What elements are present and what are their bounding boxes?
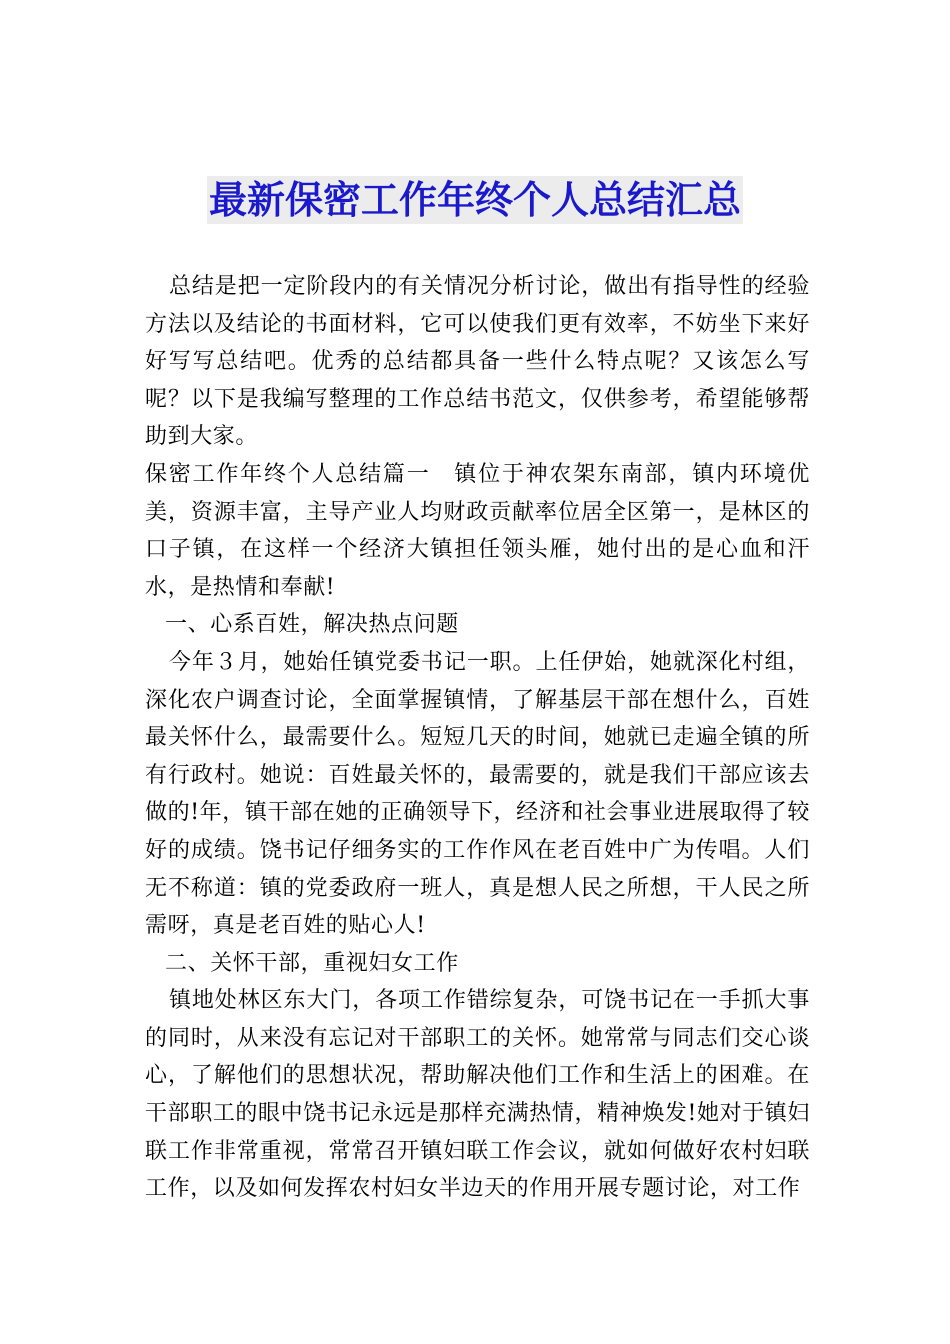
section-2-paragraph: 镇地处林区东大门，各项工作错综复杂，可饶书记在一手抓大事的同时，从来没有忘记对干部职工的关怀。她常常与同志们交心谈心，了解他们的思想状况，帮助解决他们工作和生活上的困难。在干部职工的眼中饶书记永远是那样充满热情，精神焕发!她对于镇妇联工作非常重视，常常召开镇妇联工作会议，就如何做好农村妇联工作，以及如何发挥农村妇女半边天的作用开展专题讨论，对工作 xyxy=(145,988,810,1202)
section-heading-2: 二、关怀干部，重视妇女工作 xyxy=(165,950,459,976)
title-block xyxy=(0,176,950,224)
section-heading-1: 一、心系百姓，解决热点问题 xyxy=(165,612,459,638)
article-opening-paragraph: 保密工作年终个人总结篇一 镇位于神农架东南部，镇内环境优美，资源丰富，主导产业人均财政贡献率位居全区第一，是林区的口子镇，在这样一个经济大镇担任领头雁，她付出的是心血和汗水，是热情和奉献! xyxy=(145,461,810,600)
document-body xyxy=(145,268,810,1208)
intro-paragraph: 总结是把一定阶段内的有关情况分析讨论，做出有指导性的经验方法以及结论的书面材料，它可以使我们更有效率，不妨坐下来好好写写总结吧。优秀的总结都具备一些什么特点呢？又该怎么写呢？以下是我编写整理的工作总结书范文，仅供参考，希望能够帮助到大家。 xyxy=(145,274,810,450)
document-title: 最新保密工作年终个人总结汇总 xyxy=(208,178,741,222)
section-1-paragraph: 今年３月，她始任镇党委书记一职。上任伊始，她就深化村组，深化农户调查讨论，全面掌握镇情，了解基层干部在想什么，百姓最关怀什么，最需要什么。短短几天的时间，她就已走遍全镇的所有行政村。她说：百姓最关怀的，最需要的，就是我们干部应该去做的!年，镇干部在她的正确领导下，经济和社会事业进展取得了较好的成绩。饶书记仔细务实的工作作风在老百姓中广为传唱。人们无不称道：镇的党委政府一班人，真是想人民之所想，干人民之所需呀，真是老百姓的贴心人! xyxy=(145,649,810,939)
